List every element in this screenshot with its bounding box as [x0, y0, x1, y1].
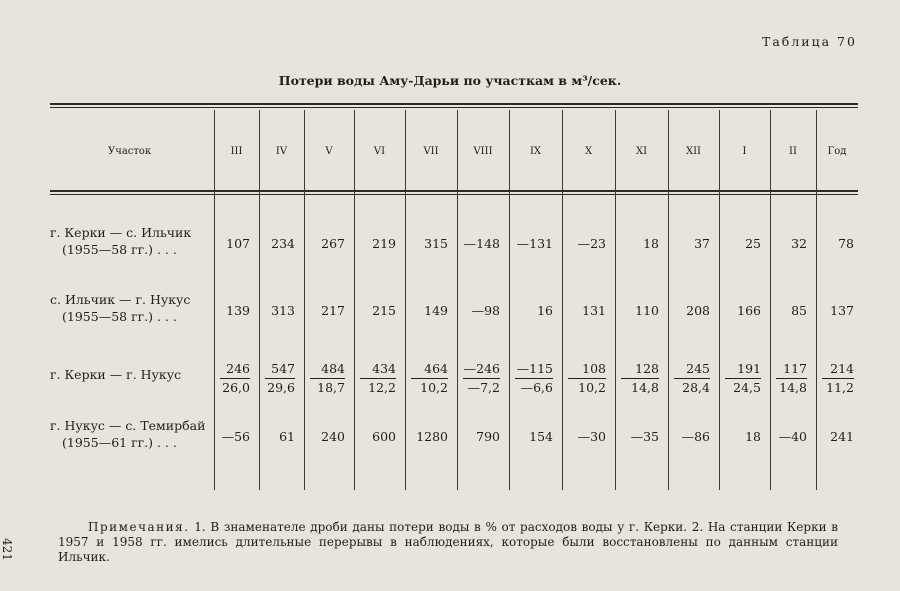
- table-cell: 32: [791, 236, 807, 251]
- table-cell: 215: [372, 303, 396, 318]
- table-cell: 234: [271, 236, 295, 251]
- column-divider: [719, 110, 720, 490]
- fraction-numerator: 547: [265, 361, 295, 379]
- notes-text: 1. В знаменателе дроби даны потери воды в % от расходов воды у г. Керки. 2. На станции Керки в 1957 и 1958 гг. имелись длительные перерывы в наблюдениях, которые были восстановлены по данным станции Ильчик.: [58, 520, 838, 564]
- fraction-denominator: 14,8: [779, 380, 807, 395]
- header-rule: [50, 190, 858, 192]
- fraction-cell: [411, 361, 448, 396]
- fraction-denominator: 29,6: [267, 380, 295, 395]
- column-divider: [816, 110, 817, 490]
- header-cell: Год: [827, 146, 847, 157]
- table-cell: 61: [279, 429, 295, 444]
- page-label: Таблица 70: [762, 34, 857, 49]
- page-number: 421: [0, 538, 14, 561]
- column-divider: [457, 110, 458, 490]
- table-cell: 154: [529, 429, 553, 444]
- fraction-denominator: 26,0: [222, 380, 250, 395]
- header-cell: I: [742, 146, 747, 157]
- fraction-numerator: 117: [776, 361, 807, 379]
- top-rule: [50, 103, 858, 105]
- header-cell: XI: [635, 146, 648, 157]
- table-cell: 18: [643, 236, 659, 251]
- fraction-numerator: 246: [220, 361, 250, 379]
- table-cell: 149: [424, 303, 448, 318]
- header-cell: IX: [529, 146, 542, 157]
- table-cell: —35: [630, 429, 659, 444]
- row-label-line2: (1955—58 гг.) . . .: [62, 242, 177, 257]
- row-label-line1: г. Керки — с. Ильчик: [50, 225, 192, 240]
- fraction-numerator: —246: [463, 361, 500, 379]
- fraction-cell: [674, 361, 710, 396]
- table-cell: 241: [830, 429, 854, 444]
- fraction-numerator: 484: [310, 361, 345, 379]
- fraction-denominator: 10,2: [578, 380, 606, 395]
- column-divider: [668, 110, 669, 490]
- table-cell: 18: [745, 429, 761, 444]
- table-cell: 107: [226, 236, 250, 251]
- table-cell: 217: [321, 303, 345, 318]
- header-cell: IV: [275, 146, 288, 157]
- notes-lead: Примечания.: [88, 520, 190, 534]
- fraction-numerator: 108: [568, 361, 606, 379]
- table-cell: —30: [577, 429, 606, 444]
- table-cell: 131: [582, 303, 606, 318]
- fraction-denominator: 18,7: [317, 380, 345, 395]
- header-cell: VI: [373, 146, 386, 157]
- header-cell: VII: [423, 146, 439, 157]
- fraction-cell: [360, 361, 396, 396]
- table-cell: 600: [372, 429, 396, 444]
- table-cell: 110: [635, 303, 659, 318]
- fraction-cell: [568, 361, 606, 396]
- table-cell: 16: [537, 303, 553, 318]
- fraction-numerator: 464: [411, 361, 448, 379]
- fraction-denominator: 11,2: [826, 380, 854, 395]
- fraction-cell: [515, 361, 553, 396]
- column-divider: [259, 110, 260, 490]
- table-cell: 313: [271, 303, 295, 318]
- row-label-line1: г. Керки — г. Нукус: [50, 367, 182, 382]
- table-cell: 25: [745, 236, 761, 251]
- column-divider: [214, 110, 215, 490]
- table-cell: 208: [686, 303, 710, 318]
- table-title: Потери воды Аму-Дарьи по участкам в м³/сек.: [278, 73, 622, 88]
- table-cell: 315: [424, 236, 448, 251]
- header-cell: VIII: [473, 146, 493, 157]
- table-cell: 219: [372, 236, 396, 251]
- fraction-numerator: 214: [822, 361, 854, 379]
- column-divider: [562, 110, 563, 490]
- table-cell: —131: [516, 236, 553, 251]
- header-cell: XII: [685, 146, 702, 157]
- fraction-denominator: 28,4: [682, 380, 710, 395]
- table-cell: —56: [221, 429, 250, 444]
- column-divider: [405, 110, 406, 490]
- row-label: [50, 417, 210, 451]
- fraction-denominator: 12,2: [368, 380, 396, 395]
- header-station: Участок: [108, 146, 152, 157]
- table-cell: 85: [791, 303, 807, 318]
- table-cell: 1280: [416, 429, 448, 444]
- header-cell: V: [325, 146, 333, 157]
- table-cell: —40: [778, 429, 807, 444]
- column-divider: [770, 110, 771, 490]
- fraction-denominator: —6,6: [520, 380, 553, 395]
- fraction-denominator: 10,2: [420, 380, 448, 395]
- table-cell: 78: [838, 236, 854, 251]
- row-label: [50, 366, 210, 383]
- fraction-cell: [621, 361, 659, 396]
- fraction-denominator: 24,5: [733, 380, 761, 395]
- fraction-numerator: 128: [621, 361, 659, 379]
- fraction-cell: [310, 361, 345, 396]
- column-divider: [354, 110, 355, 490]
- fraction-cell: [822, 361, 854, 396]
- row-label: [50, 224, 210, 258]
- top-rule-thin: [50, 107, 858, 108]
- header-cell: III: [230, 146, 243, 157]
- fraction-numerator: —115: [515, 361, 553, 379]
- row-label-line2: (1955—58 гг.) . . .: [62, 309, 177, 324]
- fraction-denominator: 14,8: [631, 380, 659, 395]
- table-cell: —148: [463, 236, 500, 251]
- fraction-cell: [776, 361, 807, 396]
- table-cell: 139: [226, 303, 250, 318]
- fraction-cell: [220, 361, 250, 396]
- fraction-denominator: —7,2: [467, 380, 500, 395]
- column-divider: [304, 110, 305, 490]
- row-label: [50, 291, 210, 325]
- header-cell: X: [584, 146, 593, 157]
- fraction-cell: [725, 361, 761, 396]
- notes: [58, 520, 838, 565]
- table-cell: 790: [476, 429, 500, 444]
- table-cell: 166: [737, 303, 761, 318]
- fraction-numerator: 434: [360, 361, 396, 379]
- fraction-cell: [463, 361, 500, 396]
- table-cell: 37: [694, 236, 710, 251]
- header-rule-thin: [50, 194, 858, 195]
- fraction-numerator: 191: [725, 361, 761, 379]
- table-cell: —23: [577, 236, 606, 251]
- table-cell: 267: [321, 236, 345, 251]
- fraction-cell: [265, 361, 295, 396]
- column-divider: [509, 110, 510, 490]
- table-cell: —98: [471, 303, 500, 318]
- fraction-numerator: 245: [674, 361, 710, 379]
- table-cell: 240: [321, 429, 345, 444]
- column-divider: [615, 110, 616, 490]
- row-label-line1: г. Нукус — с. Темирбай: [50, 418, 206, 433]
- table-cell: —86: [681, 429, 710, 444]
- row-label-line2: (1955—61 гг.) . . .: [62, 435, 177, 450]
- table-cell: 137: [830, 303, 854, 318]
- row-label-line1: с. Ильчик — г. Нукус: [50, 292, 191, 307]
- header-cell: II: [789, 146, 797, 157]
